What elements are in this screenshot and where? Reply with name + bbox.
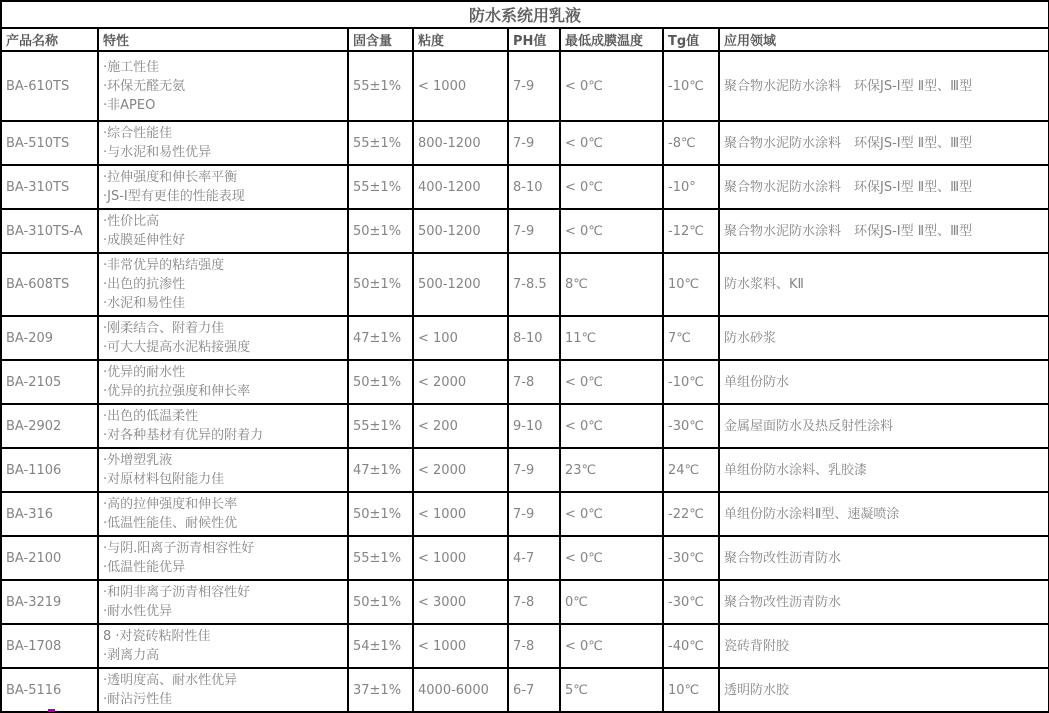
features-cell xyxy=(98,492,348,536)
min-film-temp-cell: 23℃ xyxy=(560,448,663,492)
application-cell: 单组份防水 xyxy=(719,360,1049,404)
product-name-cell: BA-608TS xyxy=(1,253,98,316)
feature-line: ·和阴非离子沥青相容性好 xyxy=(103,585,251,600)
features-cell xyxy=(98,209,348,253)
feature-line: 8 ·对瓷砖粘附性佳 xyxy=(103,629,211,644)
feature-line: ·非APEO xyxy=(103,97,156,113)
ph-cell: 6-7 xyxy=(508,668,560,712)
feature-line: ·出色的抗渗性 xyxy=(103,277,186,292)
features-cell xyxy=(98,580,348,624)
solid-content-cell: 50±1% xyxy=(348,492,413,536)
min-film-temp-cell: 0℃ xyxy=(560,580,663,624)
solid-content-cell: 55±1% xyxy=(348,121,413,165)
table-row xyxy=(1,668,1049,712)
features-cell xyxy=(98,316,348,360)
product-name-cell: BA-310TS xyxy=(1,165,98,209)
product-name-cell: BA-310TS-A xyxy=(1,209,98,253)
tg-cell: -30℃ xyxy=(663,536,719,580)
feature-line: ·低温性能优异 xyxy=(103,560,186,575)
product-name-cell: BA-316 xyxy=(1,492,98,536)
application-cell: 防水浆料、KⅡ xyxy=(719,253,1049,316)
feature-line: ·综合性能佳 xyxy=(103,126,173,141)
viscosity-cell: 800-1200 xyxy=(413,121,508,165)
viscosity-cell: < 1000 xyxy=(413,536,508,580)
application-cell: 透明防水胶 xyxy=(719,668,1049,712)
table-row xyxy=(1,624,1049,668)
table-row xyxy=(1,492,1049,536)
ph-cell: 7-9 xyxy=(508,51,560,121)
tg-cell: 24℃ xyxy=(663,448,719,492)
feature-line: ·透明度高、耐水性优异 xyxy=(103,673,238,688)
features-cell xyxy=(98,51,348,121)
table-row xyxy=(1,121,1049,165)
tg-cell: -10℃ xyxy=(663,360,719,404)
solid-content-cell: 54±1% xyxy=(348,624,413,668)
min-film-temp-cell: < 0℃ xyxy=(560,360,663,404)
viscosity-cell: < 2000 xyxy=(413,360,508,404)
feature-line: ·刚柔结合、附着力佳 xyxy=(103,321,225,336)
table-body xyxy=(1,51,1049,712)
solid-content-cell: 55±1% xyxy=(348,165,413,209)
ph-cell: 8-10 xyxy=(508,165,560,209)
tg-cell: -30℃ xyxy=(663,404,719,448)
viscosity-cell: < 2000 xyxy=(413,448,508,492)
product-name-cell: BA-510TS xyxy=(1,121,98,165)
column-header-1: 产品名称 xyxy=(1,28,98,51)
ph-cell: 7-9 xyxy=(508,448,560,492)
table-row xyxy=(1,536,1049,580)
column-header-6: 最低成膜温度 xyxy=(560,28,663,51)
solid-content-cell: 47±1% xyxy=(348,316,413,360)
viscosity-cell: 400-1200 xyxy=(413,165,508,209)
ph-cell: 7-8 xyxy=(508,624,560,668)
feature-line: ·高的拉伸强度和伸长率 xyxy=(103,497,238,512)
viscosity-cell: < 1000 xyxy=(413,51,508,121)
table-row xyxy=(1,209,1049,253)
application-cell: 聚合物改性沥青防水 xyxy=(719,580,1049,624)
product-name-cell: BA-610TS xyxy=(1,51,98,121)
table-row xyxy=(1,51,1049,121)
tg-cell: -8℃ xyxy=(663,121,719,165)
tg-cell: -30℃ xyxy=(663,580,719,624)
application-cell: 单组份防水涂料、乳胶漆 xyxy=(719,448,1049,492)
min-film-temp-cell: < 0℃ xyxy=(560,492,663,536)
min-film-temp-cell: < 0℃ xyxy=(560,536,663,580)
ph-cell: 4-7 xyxy=(508,536,560,580)
application-cell: 聚合物水泥防水涂料 环保JS-Ⅰ型 Ⅱ型、Ⅲ型 xyxy=(719,165,1049,209)
feature-line: ·低温性能佳、耐候性优 xyxy=(103,516,238,531)
tg-cell: 10℃ xyxy=(663,668,719,712)
feature-line: ·出色的低温柔性 xyxy=(103,409,199,424)
min-film-temp-cell: < 0℃ xyxy=(560,51,663,121)
ph-cell: 7-9 xyxy=(508,121,560,165)
tg-cell: -12℃ xyxy=(663,209,719,253)
column-header-4: 粘度 xyxy=(413,28,508,51)
column-header-2: 特性 xyxy=(98,28,348,51)
min-film-temp-cell: 11℃ xyxy=(560,316,663,360)
product-name-cell: BA-2100 xyxy=(1,536,98,580)
viscosity-cell: 500-1200 xyxy=(413,209,508,253)
ph-cell: 7-8 xyxy=(508,580,560,624)
min-film-temp-cell: < 0℃ xyxy=(560,404,663,448)
ph-cell: 9-10 xyxy=(508,404,560,448)
tg-cell: 10℃ xyxy=(663,253,719,316)
solid-content-cell: 55±1% xyxy=(348,536,413,580)
tg-cell: -10° xyxy=(663,165,719,209)
viscosity-cell: < 200 xyxy=(413,404,508,448)
solid-content-cell: 47±1% xyxy=(348,448,413,492)
solid-content-cell: 50±1% xyxy=(348,209,413,253)
features-cell xyxy=(98,253,348,316)
product-name-cell: BA-3219 xyxy=(1,580,98,624)
features-cell xyxy=(98,448,348,492)
table-row xyxy=(1,165,1049,209)
features-cell xyxy=(98,165,348,209)
ph-cell: 7-8.5 xyxy=(508,253,560,316)
features-cell xyxy=(98,668,348,712)
column-header-8: 应用领域 xyxy=(719,28,1049,51)
ph-cell: 7-9 xyxy=(508,492,560,536)
feature-line: ·耐沾污性佳 xyxy=(103,692,173,707)
features-cell xyxy=(98,404,348,448)
feature-line: ·优异的耐水性 xyxy=(103,365,186,380)
tg-cell: -40℃ xyxy=(663,624,719,668)
solid-content-cell: 50±1% xyxy=(348,360,413,404)
feature-line: ·拉伸强度和伸长率平衡 xyxy=(103,170,238,185)
features-cell xyxy=(98,360,348,404)
viscosity-cell: < 100 xyxy=(413,316,508,360)
title-row xyxy=(1,1,1049,28)
feature-line: ·水泥和易性佳 xyxy=(103,296,186,311)
product-name-cell: BA-1106 xyxy=(1,448,98,492)
ph-cell: 7-8 xyxy=(508,360,560,404)
min-film-temp-cell: < 0℃ xyxy=(560,165,663,209)
feature-line: ·外增塑乳液 xyxy=(103,453,173,468)
application-cell: 聚合物水泥防水涂料 环保JS-Ⅰ型 Ⅱ型、Ⅲ型 xyxy=(719,121,1049,165)
solid-content-cell: 55±1% xyxy=(348,51,413,121)
viscosity-cell: 4000-6000 xyxy=(413,668,508,712)
tg-cell: -22℃ xyxy=(663,492,719,536)
solid-content-cell: 50±1% xyxy=(348,580,413,624)
viscosity-cell: < 1000 xyxy=(413,492,508,536)
feature-line: ·非常优异的粘结强度 xyxy=(103,258,225,273)
min-film-temp-cell: 8℃ xyxy=(560,253,663,316)
feature-line: ·耐水性优异 xyxy=(103,604,173,619)
application-cell: 金属屋面防水及热反射性涂料 xyxy=(719,404,1049,448)
application-cell: 瓷砖背附胶 xyxy=(719,624,1049,668)
application-cell: 聚合物水泥防水涂料 环保JS-Ⅰ型 Ⅱ型、Ⅲ型 xyxy=(719,209,1049,253)
ph-cell: 7-9 xyxy=(508,209,560,253)
ph-cell: 8-10 xyxy=(508,316,560,360)
product-name-cell: BA-5116 xyxy=(1,668,98,712)
features-cell xyxy=(98,536,348,580)
features-cell xyxy=(98,121,348,165)
min-film-temp-cell: < 0℃ xyxy=(560,121,663,165)
feature-line: ·性价比高 xyxy=(103,214,160,229)
product-name-cell: BA-1708 xyxy=(1,624,98,668)
solid-content-cell: 37±1% xyxy=(348,668,413,712)
table-row xyxy=(1,253,1049,316)
viscosity-cell: < 3000 xyxy=(413,580,508,624)
table-row xyxy=(1,404,1049,448)
column-header-7: Tg值 xyxy=(663,28,719,51)
feature-line: ·环保无醛无氨 xyxy=(103,78,186,94)
viscosity-cell: < 1000 xyxy=(413,624,508,668)
product-name-cell: BA-2105 xyxy=(1,360,98,404)
application-cell: 聚合物水泥防水涂料 环保JS-Ⅰ型 Ⅱ型、Ⅲ型 xyxy=(719,51,1049,121)
feature-line: ·对各种基材有优异的附着力 xyxy=(103,428,264,443)
tg-cell: -10℃ xyxy=(663,51,719,121)
table-row xyxy=(1,316,1049,360)
table-title: 防水系统用乳液 xyxy=(1,1,1049,28)
feature-line: ·剥离力高 xyxy=(103,648,160,663)
min-film-temp-cell: < 0℃ xyxy=(560,624,663,668)
column-header-row xyxy=(1,28,1049,51)
table-row xyxy=(1,360,1049,404)
feature-line: ·JS-Ⅰ型有更佳的性能表现 xyxy=(103,189,245,204)
feature-line: ·与水泥和易性优异 xyxy=(103,145,212,160)
product-name-cell: BA-2902 xyxy=(1,404,98,448)
feature-line: ·与阴.阳离子沥青相容性好 xyxy=(103,541,255,556)
viscosity-cell: 500-1200 xyxy=(413,253,508,316)
min-film-temp-cell: < 0℃ xyxy=(560,209,663,253)
min-film-temp-cell: 5℃ xyxy=(560,668,663,712)
application-cell: 单组份防水涂料Ⅱ型、速凝喷涂 xyxy=(719,492,1049,536)
solid-content-cell: 50±1% xyxy=(348,253,413,316)
column-header-5: PH值 xyxy=(508,28,560,51)
application-cell: 聚合物改性沥青防水 xyxy=(719,536,1049,580)
feature-line: ·对原材料包附能力佳 xyxy=(103,472,225,487)
text-cursor-artifact xyxy=(48,709,55,712)
feature-line: ·优异的抗拉强度和伸长率 xyxy=(103,384,251,399)
tg-cell: 7℃ xyxy=(663,316,719,360)
column-header-3: 固含量 xyxy=(348,28,413,51)
application-cell: 防水砂浆 xyxy=(719,316,1049,360)
product-name-cell: BA-209 xyxy=(1,316,98,360)
table-row xyxy=(1,580,1049,624)
feature-line: ·施工性佳 xyxy=(103,59,160,75)
feature-line: ·可大大提高水泥粘接强度 xyxy=(103,340,251,355)
table-row xyxy=(1,448,1049,492)
feature-line: ·成膜延伸性好 xyxy=(103,233,186,248)
solid-content-cell: 55±1% xyxy=(348,404,413,448)
features-cell xyxy=(98,624,348,668)
